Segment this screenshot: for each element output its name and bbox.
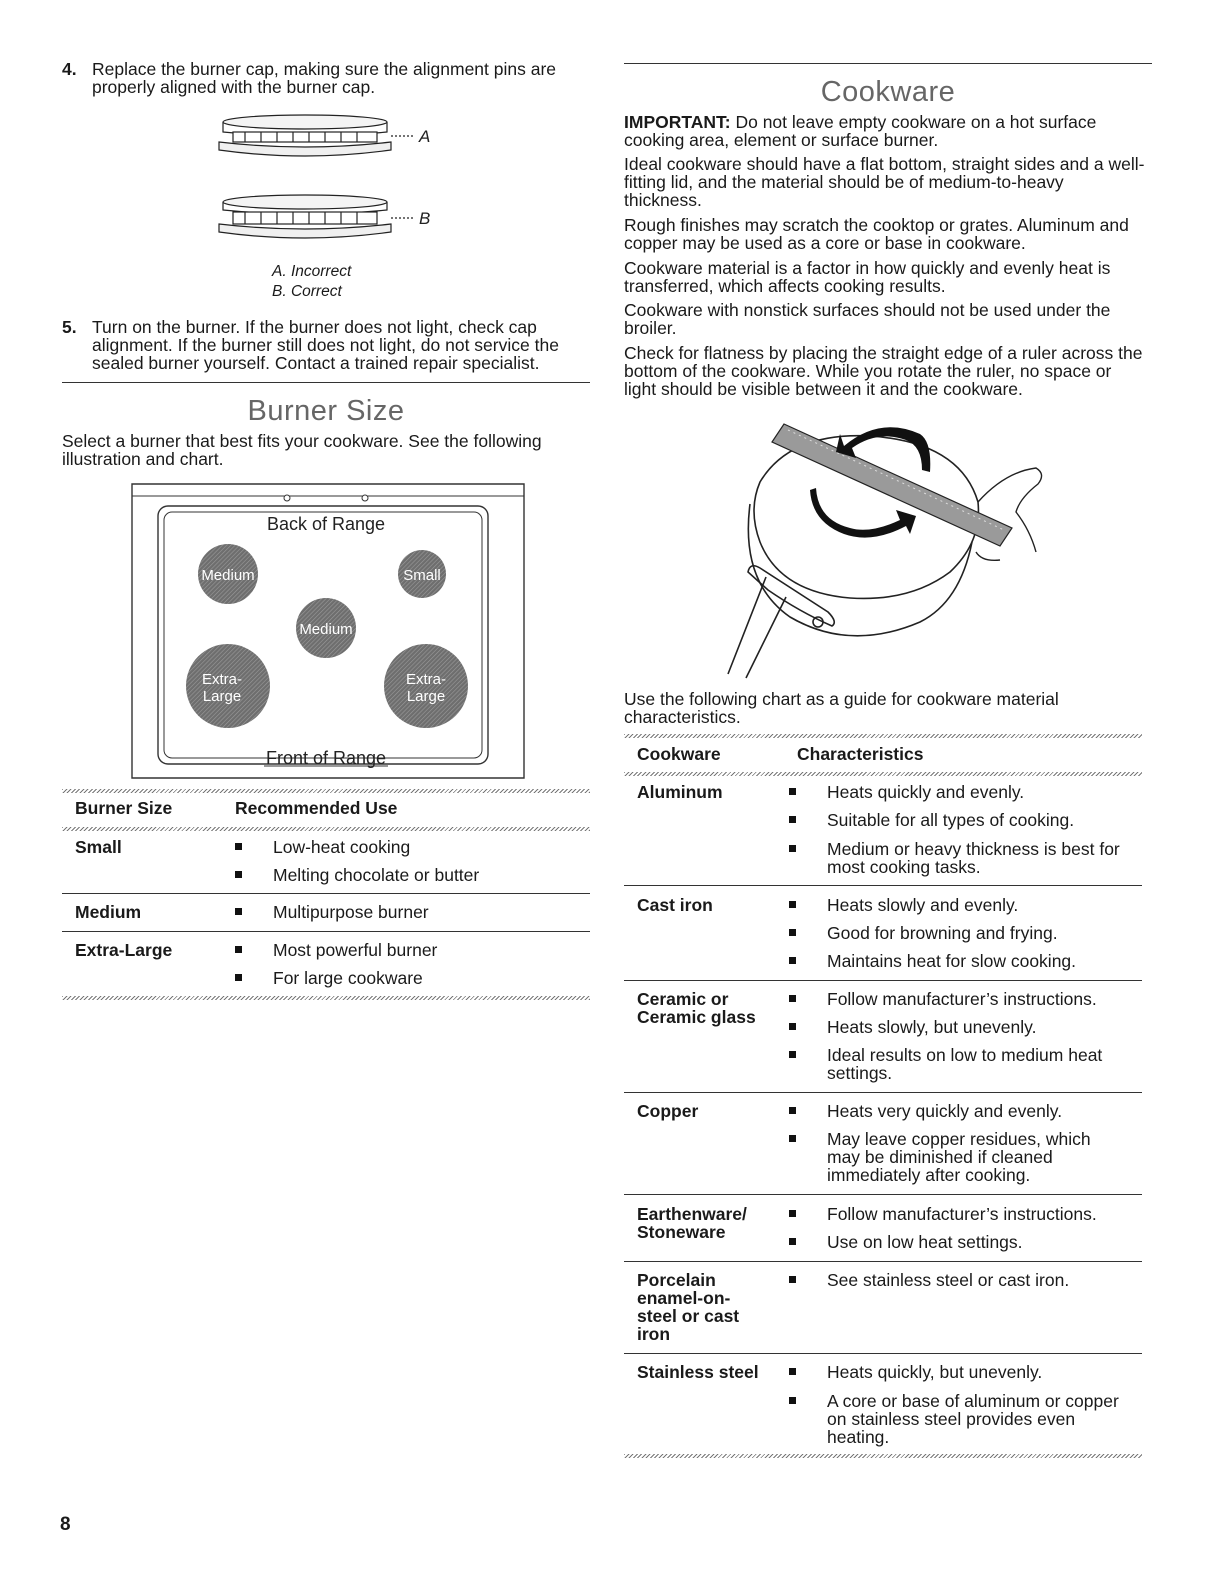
burner-extra-large-front-left: [186, 644, 270, 728]
row-divider: [62, 893, 590, 894]
chart-intro: [624, 690, 1152, 726]
para-line: copper may be used as a core or base in cookware.: [624, 233, 1026, 253]
para-line: broiler.: [624, 318, 677, 338]
burner-label: Large: [406, 688, 446, 705]
cap-caption: [272, 262, 351, 302]
back-of-range-label: Back of Range: [266, 514, 386, 534]
table-top-rule: [62, 789, 590, 793]
row-divider: [624, 1261, 1142, 1262]
pan-body: [748, 504, 972, 636]
table-top-rule: [624, 734, 1142, 738]
burner-label: Medium: [299, 621, 353, 638]
pan-handle: [728, 566, 834, 678]
cap-label-b: B: [419, 209, 431, 228]
row-divider: [624, 1092, 1142, 1093]
range-burner-diagram: [128, 478, 528, 782]
para-line: thickness.: [624, 190, 702, 210]
cookware-para-3: [624, 259, 1152, 295]
table-row-label: Medium: [75, 902, 142, 922]
burner-medium-center: [296, 598, 356, 658]
table-header-rule: [62, 827, 590, 831]
burner-extra-large-front-right: [384, 644, 468, 728]
page-number: 8: [60, 1514, 71, 1535]
table-bottom-rule: [62, 996, 590, 1000]
cookware-title: Cookware: [820, 76, 956, 108]
step-5: [62, 318, 590, 378]
cookware-para-5: [624, 344, 1164, 398]
step-4: [62, 60, 590, 100]
cap-incorrect: [219, 115, 415, 156]
flatness-check-illustration: [720, 412, 1060, 680]
table-bottom-rule: [624, 1454, 1142, 1458]
row-divider: [62, 931, 590, 932]
table-row-label: Cast iron: [637, 895, 713, 915]
important-label: IMPORTANT:: [624, 112, 731, 132]
burner-cap-diagram: [215, 112, 445, 252]
para-line: Cookware material is a factor in how quickly and evenly heat is: [624, 258, 1111, 278]
burner-size-intro: [62, 432, 590, 468]
table-header-rule: [624, 772, 1142, 776]
step-text-line: alignment. If the burner still does not light, do not service the: [92, 335, 559, 355]
table-row-label: Copper: [637, 1101, 699, 1121]
col-header-cookware: Cookware: [637, 744, 721, 764]
table-row-label: Earthenware/ Stoneware: [637, 1204, 747, 1242]
intro-line: Select a burner that best fits your cookware. See the following: [62, 431, 542, 451]
cookware-para-2: [624, 216, 1152, 252]
para-line: light should be visible between it and the cookware.: [624, 379, 1023, 399]
front-of-range-label: Front of Range: [265, 748, 387, 768]
burner-size-title: Burner Size: [247, 395, 405, 427]
step-text: [92, 60, 556, 96]
table-row-label: Small: [75, 837, 122, 857]
para-line: Ideal cookware should have a flat bottom, straight sides and a well-: [624, 154, 1145, 174]
important-text: cooking area, element or surface burner.: [624, 130, 939, 150]
burner-small-rear-right: [398, 550, 446, 598]
hand: [976, 468, 1042, 560]
cap-correct: [219, 195, 415, 238]
burner-label: Medium: [201, 567, 255, 584]
burner-medium-rear-left: [198, 544, 258, 604]
cookware-para-4: [624, 301, 1152, 337]
cap-label-a: A: [419, 127, 431, 146]
step-text-line: Turn on the burner. If the burner does not light, check cap: [92, 317, 537, 337]
intro-line: illustration and chart.: [62, 449, 224, 469]
step-number: 5.: [62, 317, 77, 337]
table-row-label: Stainless steel: [637, 1362, 759, 1382]
burner-label: Small: [403, 567, 441, 584]
row-divider: [624, 885, 1142, 886]
para-line: Rough finishes may scratch the cooktop or grates. Aluminum and: [624, 215, 1129, 235]
step-text-line: Replace the burner cap, making sure the alignment pins are: [92, 59, 557, 79]
caption-a: A. Incorrect: [272, 263, 352, 280]
section-divider: [62, 382, 590, 383]
para-line: transferred, which affects cooking results.: [624, 276, 946, 296]
row-divider: [624, 980, 1142, 981]
para-line: Use the following chart as a guide for cookware material: [624, 689, 1059, 709]
table-row-label: Porcelain enamel-on- steel or cast iron: [637, 1270, 740, 1344]
important-text: Do not leave empty cookware on a hot surface: [730, 112, 1097, 132]
step-text-line: properly aligned with the burner cap.: [92, 77, 376, 97]
important-note: [624, 113, 1152, 149]
col-header-recommended-use: Recommended Use: [235, 798, 398, 818]
para-line: Cookware with nonstick surfaces should not be used under the: [624, 300, 1111, 320]
table-row-label: Extra-Large: [75, 940, 173, 960]
col-header-burner-size: Burner Size: [75, 798, 173, 818]
table-row-label: Aluminum: [637, 782, 723, 802]
para-line: characteristics.: [624, 707, 741, 727]
section-divider: [624, 63, 1152, 64]
step-number: 4.: [62, 59, 77, 79]
col-header-characteristics: Characteristics: [797, 744, 924, 764]
burner-label: Extra-: [405, 671, 447, 688]
para-line: fitting lid, and the material should be of medium-to-heavy: [624, 172, 1064, 192]
step-text: [92, 318, 559, 372]
para-line: Check for flatness by placing the straight edge of a ruler across the: [624, 343, 1143, 363]
burner-label: Large: [202, 688, 242, 705]
burner-label: Extra-: [201, 671, 243, 688]
cookware-para-1: [624, 155, 1164, 209]
table-row-label: Ceramic or Ceramic glass: [637, 989, 756, 1027]
row-divider: [624, 1353, 1142, 1354]
step-text-line: sealed burner yourself. Contact a trained repair specialist.: [92, 353, 540, 373]
row-divider: [624, 1194, 1142, 1195]
caption-b: B. Correct: [272, 283, 342, 300]
para-line: bottom of the cookware. While you rotate the ruler, no space or: [624, 361, 1112, 381]
